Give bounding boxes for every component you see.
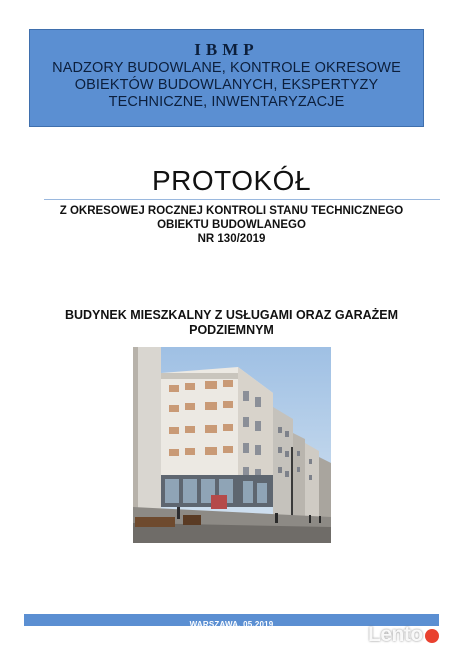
building-photo [133,347,331,543]
subtitle-line-1: Z OKRESOWEJ ROCZNEJ KONTROLI STANU TECHNICZNEGO [59,205,404,217]
header-line-2: OBIEKTÓW BUDOWLANYCH, EKSPERTYZY [74,77,379,93]
building-line-2: PODZIEMNYM [189,323,274,337]
header-line-1: NADZORY BUDOWLANE, KONTROLE OKRESOWE [52,60,401,76]
brand-name: IBMP [194,40,259,59]
header-box [29,29,424,127]
watermark-text: Lento [368,623,423,646]
footer-place-date: WARSZAWA, 05.2019 [189,620,274,629]
building-photo-drawing [133,347,331,543]
header-line-3: TECHNICZNE, INWENTARYZACJE [108,94,345,110]
building-line-1: BUDYNEK MIESZKALNY Z USŁUGAMI ORAZ GARAŻEM [64,308,399,322]
document-title: PROTOKÓŁ [151,165,312,196]
subtitle-line-2: OBIEKTU BUDOWLANEGO [157,219,306,231]
document-subtitle [0,204,463,246]
protocol-number: NR 130/2019 [197,233,266,245]
title-divider [44,199,440,200]
building-title [0,308,463,338]
watermark-badge-icon [425,629,439,643]
lento-watermark [368,622,456,648]
